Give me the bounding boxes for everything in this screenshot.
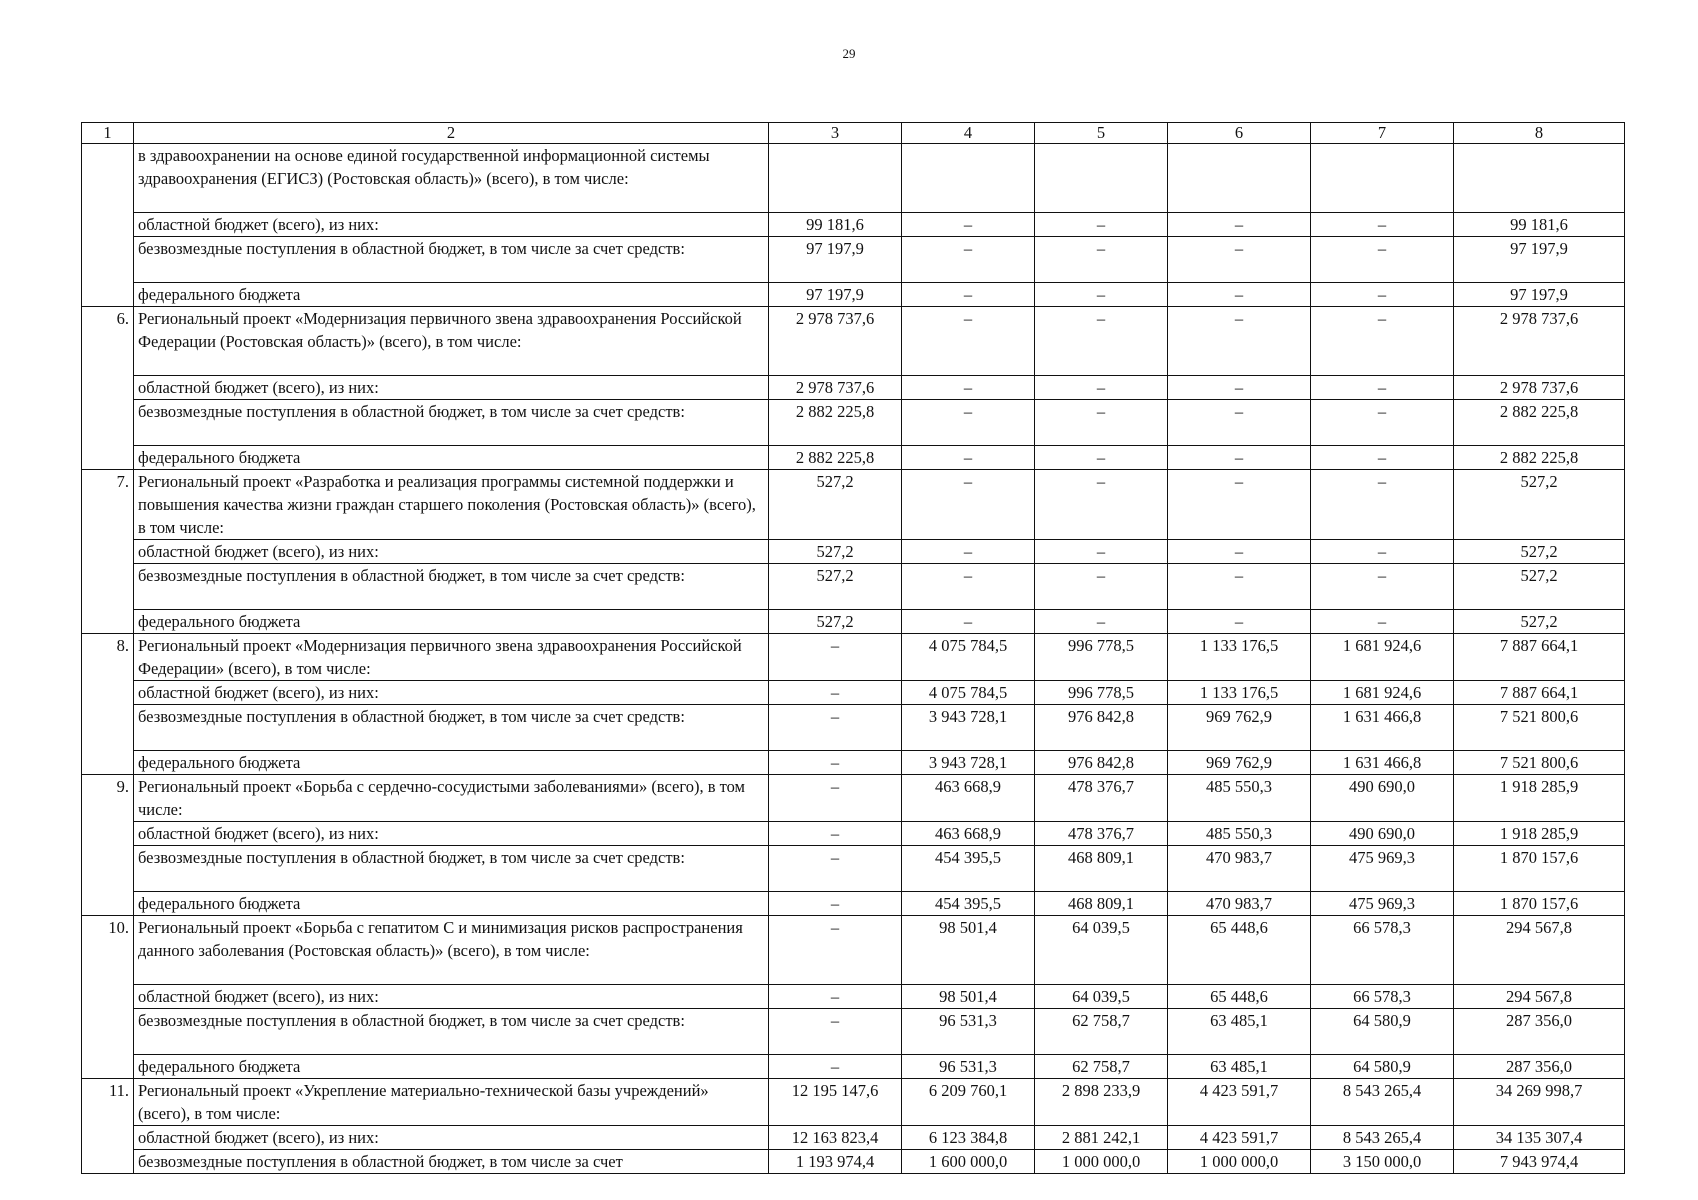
- value-col-7: 64 580,9: [1311, 1009, 1454, 1055]
- value-col-7: –: [1311, 237, 1454, 283]
- value-col-5: –: [1035, 610, 1168, 634]
- value-col-3: –: [769, 892, 902, 916]
- value-col-4: 98 501,4: [902, 916, 1035, 985]
- table-row: [82, 634, 1625, 681]
- value-col-8: 2 882 225,8: [1454, 400, 1625, 446]
- table-row: [82, 376, 1625, 400]
- value-col-8: 287 356,0: [1454, 1055, 1625, 1079]
- row-label: Региональный проект «Разработка и реализация программы системной поддержки и повышения качества жизни граждан старшего поколения (Ростовская область)» (всего), в том числе:: [134, 470, 769, 540]
- value-col-4: –: [902, 376, 1035, 400]
- value-col-6: 485 550,3: [1168, 775, 1311, 822]
- value-col-5: 976 842,8: [1035, 751, 1168, 775]
- row-label: областной бюджет (всего), из них:: [134, 540, 769, 564]
- row-label: федерального бюджета: [134, 1055, 769, 1079]
- row-label: федерального бюджета: [134, 610, 769, 634]
- table-row: [82, 705, 1625, 751]
- value-col-6: 470 983,7: [1168, 846, 1311, 892]
- value-col-8: 294 567,8: [1454, 985, 1625, 1009]
- value-col-5: 478 376,7: [1035, 775, 1168, 822]
- header-col-4: 4: [902, 123, 1035, 144]
- table-row: [82, 144, 1625, 213]
- row-label: безвозмездные поступления в областной бюджет, в том числе за счет: [134, 1150, 769, 1174]
- value-col-4: 6 123 384,8: [902, 1126, 1035, 1150]
- value-col-6: –: [1168, 213, 1311, 237]
- value-col-3: –: [769, 1009, 902, 1055]
- value-col-7: –: [1311, 470, 1454, 540]
- value-col-5: 64 039,5: [1035, 985, 1168, 1009]
- value-col-5: –: [1035, 446, 1168, 470]
- table-row: [82, 1150, 1625, 1174]
- value-col-8: 2 978 737,6: [1454, 307, 1625, 376]
- row-label: Региональный проект «Модернизация первичного звена здравоохранения Российской Федерации (Ростовская область)» (всего), в том числе:: [134, 307, 769, 376]
- value-col-3: –: [769, 681, 902, 705]
- value-col-5: 468 809,1: [1035, 892, 1168, 916]
- value-col-6: 4 423 591,7: [1168, 1126, 1311, 1150]
- value-col-8: 527,2: [1454, 470, 1625, 540]
- row-label: безвозмездные поступления в областной бюджет, в том числе за счет средств:: [134, 1009, 769, 1055]
- row-label: федерального бюджета: [134, 446, 769, 470]
- value-col-4: –: [902, 283, 1035, 307]
- value-col-7: 490 690,0: [1311, 822, 1454, 846]
- row-number: 8.: [82, 634, 134, 775]
- row-label: федерального бюджета: [134, 892, 769, 916]
- header-col-8: 8: [1454, 123, 1625, 144]
- table-row: [82, 681, 1625, 705]
- table-row: [82, 283, 1625, 307]
- value-col-7: 490 690,0: [1311, 775, 1454, 822]
- row-label: областной бюджет (всего), из них:: [134, 376, 769, 400]
- value-col-6: 485 550,3: [1168, 822, 1311, 846]
- value-col-5: 62 758,7: [1035, 1009, 1168, 1055]
- value-col-8: 34 135 307,4: [1454, 1126, 1625, 1150]
- value-col-5: 2 881 242,1: [1035, 1126, 1168, 1150]
- value-col-8: 1 918 285,9: [1454, 775, 1625, 822]
- value-col-4: –: [902, 540, 1035, 564]
- table-row: [82, 237, 1625, 283]
- table-row: [82, 751, 1625, 775]
- value-col-4: –: [902, 307, 1035, 376]
- value-col-6: 63 485,1: [1168, 1055, 1311, 1079]
- value-col-7: 1 681 924,6: [1311, 634, 1454, 681]
- value-col-3: 97 197,9: [769, 237, 902, 283]
- value-col-8: [1454, 144, 1625, 213]
- value-col-3: 12 163 823,4: [769, 1126, 902, 1150]
- row-label: безвозмездные поступления в областной бюджет, в том числе за счет средств:: [134, 237, 769, 283]
- value-col-8: 1 918 285,9: [1454, 822, 1625, 846]
- table-row: [82, 775, 1625, 822]
- table-body: [82, 144, 1625, 1174]
- value-col-7: 66 578,3: [1311, 985, 1454, 1009]
- value-col-8: 527,2: [1454, 564, 1625, 610]
- value-col-8: 7 887 664,1: [1454, 634, 1625, 681]
- value-col-8: 7 521 800,6: [1454, 751, 1625, 775]
- value-col-3: 2 882 225,8: [769, 446, 902, 470]
- table-row: [82, 1009, 1625, 1055]
- row-label: безвозмездные поступления в областной бюджет, в том числе за счет средств:: [134, 400, 769, 446]
- table-row: [82, 213, 1625, 237]
- row-label: федерального бюджета: [134, 751, 769, 775]
- value-col-7: 475 969,3: [1311, 892, 1454, 916]
- row-number: 11.: [82, 1079, 134, 1174]
- value-col-3: –: [769, 985, 902, 1009]
- value-col-3: 527,2: [769, 540, 902, 564]
- table-row: [82, 564, 1625, 610]
- row-label: федерального бюджета: [134, 283, 769, 307]
- value-col-3: –: [769, 634, 902, 681]
- value-col-5: –: [1035, 540, 1168, 564]
- value-col-8: 527,2: [1454, 610, 1625, 634]
- value-col-5: 64 039,5: [1035, 916, 1168, 985]
- value-col-4: –: [902, 213, 1035, 237]
- value-col-6: –: [1168, 283, 1311, 307]
- row-label: областной бюджет (всего), из них:: [134, 822, 769, 846]
- row-label: безвозмездные поступления в областной бюджет, в том числе за счет средств:: [134, 846, 769, 892]
- table-row: [82, 846, 1625, 892]
- table-row: [82, 307, 1625, 376]
- value-col-3: 99 181,6: [769, 213, 902, 237]
- value-col-5: –: [1035, 237, 1168, 283]
- value-col-6: –: [1168, 540, 1311, 564]
- table-row: [82, 446, 1625, 470]
- value-col-6: –: [1168, 237, 1311, 283]
- table-row: [82, 1126, 1625, 1150]
- value-col-4: –: [902, 564, 1035, 610]
- value-col-6: –: [1168, 564, 1311, 610]
- value-col-8: 7 521 800,6: [1454, 705, 1625, 751]
- value-col-4: –: [902, 610, 1035, 634]
- value-col-6: [1168, 144, 1311, 213]
- row-label: Региональный проект «Борьба с сердечно-сосудистыми заболеваниями» (всего), в том числе:: [134, 775, 769, 822]
- value-col-3: –: [769, 751, 902, 775]
- value-col-3: [769, 144, 902, 213]
- value-col-5: [1035, 144, 1168, 213]
- value-col-5: 1 000 000,0: [1035, 1150, 1168, 1174]
- value-col-8: 2 882 225,8: [1454, 446, 1625, 470]
- value-col-5: –: [1035, 283, 1168, 307]
- table-row: [82, 1079, 1625, 1126]
- value-col-8: 97 197,9: [1454, 237, 1625, 283]
- value-col-5: 996 778,5: [1035, 681, 1168, 705]
- row-label: областной бюджет (всего), из них:: [134, 681, 769, 705]
- table-row: [82, 540, 1625, 564]
- value-col-8: 7 943 974,4: [1454, 1150, 1625, 1174]
- value-col-4: 4 075 784,5: [902, 681, 1035, 705]
- value-col-3: –: [769, 775, 902, 822]
- value-col-8: 287 356,0: [1454, 1009, 1625, 1055]
- value-col-8: 34 269 998,7: [1454, 1079, 1625, 1126]
- value-col-4: 96 531,3: [902, 1055, 1035, 1079]
- value-col-8: 2 978 737,6: [1454, 376, 1625, 400]
- value-col-4: [902, 144, 1035, 213]
- row-label: безвозмездные поступления в областной бюджет, в том числе за счет средств:: [134, 705, 769, 751]
- table-row: [82, 1055, 1625, 1079]
- value-col-5: 976 842,8: [1035, 705, 1168, 751]
- value-col-3: 2 978 737,6: [769, 376, 902, 400]
- header-row: [82, 123, 1625, 144]
- header-col-1: 1: [82, 123, 134, 144]
- value-col-7: 1 681 924,6: [1311, 681, 1454, 705]
- row-label: Региональный проект «Борьба с гепатитом С и минимизация рисков распространения данного заболевания (Ростовская область)» (всего), в том числе:: [134, 916, 769, 985]
- row-label: Региональный проект «Модернизация первичного звена здравоохранения Российской Федерации» (всего), в том числе:: [134, 634, 769, 681]
- row-number: 7.: [82, 470, 134, 634]
- value-col-3: 527,2: [769, 470, 902, 540]
- value-col-7: –: [1311, 540, 1454, 564]
- row-number: 9.: [82, 775, 134, 916]
- table-row: [82, 822, 1625, 846]
- value-col-7: 8 543 265,4: [1311, 1079, 1454, 1126]
- value-col-7: 3 150 000,0: [1311, 1150, 1454, 1174]
- budget-table: [81, 122, 1625, 1174]
- value-col-7: –: [1311, 213, 1454, 237]
- row-label: Региональный проект «Укрепление материально-технической базы учреждений» (всего), в том числе:: [134, 1079, 769, 1126]
- value-col-5: –: [1035, 470, 1168, 540]
- value-col-4: –: [902, 446, 1035, 470]
- value-col-7: –: [1311, 446, 1454, 470]
- row-label: областной бюджет (всего), из них:: [134, 1126, 769, 1150]
- value-col-4: 6 209 760,1: [902, 1079, 1035, 1126]
- value-col-4: 96 531,3: [902, 1009, 1035, 1055]
- value-col-7: –: [1311, 376, 1454, 400]
- table-row: [82, 985, 1625, 1009]
- value-col-5: –: [1035, 307, 1168, 376]
- value-col-5: 478 376,7: [1035, 822, 1168, 846]
- value-col-3: –: [769, 846, 902, 892]
- value-col-4: –: [902, 237, 1035, 283]
- value-col-7: 475 969,3: [1311, 846, 1454, 892]
- value-col-7: –: [1311, 307, 1454, 376]
- value-col-8: 1 870 157,6: [1454, 892, 1625, 916]
- value-col-7: 8 543 265,4: [1311, 1126, 1454, 1150]
- value-col-3: 12 195 147,6: [769, 1079, 902, 1126]
- row-number: 10.: [82, 916, 134, 1079]
- value-col-4: 463 668,9: [902, 775, 1035, 822]
- value-col-6: 4 423 591,7: [1168, 1079, 1311, 1126]
- value-col-8: 97 197,9: [1454, 283, 1625, 307]
- value-col-6: 1 133 176,5: [1168, 681, 1311, 705]
- row-label: областной бюджет (всего), из них:: [134, 213, 769, 237]
- value-col-5: –: [1035, 564, 1168, 610]
- table-row: [82, 470, 1625, 540]
- row-number: 6.: [82, 307, 134, 470]
- value-col-6: 969 762,9: [1168, 751, 1311, 775]
- value-col-6: –: [1168, 446, 1311, 470]
- value-col-8: 1 870 157,6: [1454, 846, 1625, 892]
- value-col-4: 4 075 784,5: [902, 634, 1035, 681]
- row-label: областной бюджет (всего), из них:: [134, 985, 769, 1009]
- value-col-8: 7 887 664,1: [1454, 681, 1625, 705]
- header-col-6: 6: [1168, 123, 1311, 144]
- value-col-7: –: [1311, 564, 1454, 610]
- table-header: [82, 123, 1625, 144]
- value-col-4: 454 395,5: [902, 892, 1035, 916]
- value-col-6: 470 983,7: [1168, 892, 1311, 916]
- header-col-7: 7: [1311, 123, 1454, 144]
- value-col-3: 2 978 737,6: [769, 307, 902, 376]
- row-number: [82, 144, 134, 307]
- value-col-5: 468 809,1: [1035, 846, 1168, 892]
- value-col-6: –: [1168, 610, 1311, 634]
- value-col-6: –: [1168, 307, 1311, 376]
- value-col-3: 527,2: [769, 610, 902, 634]
- value-col-7: –: [1311, 283, 1454, 307]
- value-col-6: 63 485,1: [1168, 1009, 1311, 1055]
- value-col-5: 62 758,7: [1035, 1055, 1168, 1079]
- row-label: безвозмездные поступления в областной бюджет, в том числе за счет средств:: [134, 564, 769, 610]
- value-col-6: 65 448,6: [1168, 985, 1311, 1009]
- table-row: [82, 610, 1625, 634]
- value-col-4: 3 943 728,1: [902, 705, 1035, 751]
- value-col-4: 454 395,5: [902, 846, 1035, 892]
- value-col-6: 65 448,6: [1168, 916, 1311, 985]
- value-col-4: 463 668,9: [902, 822, 1035, 846]
- header-col-3: 3: [769, 123, 902, 144]
- header-col-2: 2: [134, 123, 769, 144]
- value-col-4: –: [902, 470, 1035, 540]
- value-col-3: 97 197,9: [769, 283, 902, 307]
- value-col-6: –: [1168, 400, 1311, 446]
- value-col-5: 996 778,5: [1035, 634, 1168, 681]
- value-col-3: –: [769, 1055, 902, 1079]
- table-row: [82, 892, 1625, 916]
- value-col-5: –: [1035, 400, 1168, 446]
- value-col-4: 3 943 728,1: [902, 751, 1035, 775]
- row-label: в здравоохранении на основе единой государственной информационной системы здравоохранения (ЕГИСЗ) (Ростовская область)» (всего), в том числе:: [134, 144, 769, 213]
- value-col-6: 1 133 176,5: [1168, 634, 1311, 681]
- value-col-7: 1 631 466,8: [1311, 751, 1454, 775]
- value-col-3: 527,2: [769, 564, 902, 610]
- value-col-8: 527,2: [1454, 540, 1625, 564]
- value-col-3: 1 193 974,4: [769, 1150, 902, 1174]
- table-row: [82, 916, 1625, 985]
- value-col-3: –: [769, 916, 902, 985]
- page-number: 29: [842, 46, 856, 61]
- value-col-3: 2 882 225,8: [769, 400, 902, 446]
- value-col-6: –: [1168, 376, 1311, 400]
- value-col-7: 66 578,3: [1311, 916, 1454, 985]
- value-col-4: –: [902, 400, 1035, 446]
- value-col-8: 294 567,8: [1454, 916, 1625, 985]
- table-row: [82, 400, 1625, 446]
- value-col-6: –: [1168, 470, 1311, 540]
- value-col-4: 1 600 000,0: [902, 1150, 1035, 1174]
- value-col-5: 2 898 233,9: [1035, 1079, 1168, 1126]
- value-col-7: [1311, 144, 1454, 213]
- value-col-5: –: [1035, 376, 1168, 400]
- value-col-5: –: [1035, 213, 1168, 237]
- value-col-8: 99 181,6: [1454, 213, 1625, 237]
- value-col-6: 969 762,9: [1168, 705, 1311, 751]
- value-col-6: 1 000 000,0: [1168, 1150, 1311, 1174]
- header-col-5: 5: [1035, 123, 1168, 144]
- value-col-4: 98 501,4: [902, 985, 1035, 1009]
- value-col-7: 64 580,9: [1311, 1055, 1454, 1079]
- value-col-7: –: [1311, 610, 1454, 634]
- value-col-3: –: [769, 822, 902, 846]
- value-col-7: –: [1311, 400, 1454, 446]
- value-col-7: 1 631 466,8: [1311, 705, 1454, 751]
- value-col-3: –: [769, 705, 902, 751]
